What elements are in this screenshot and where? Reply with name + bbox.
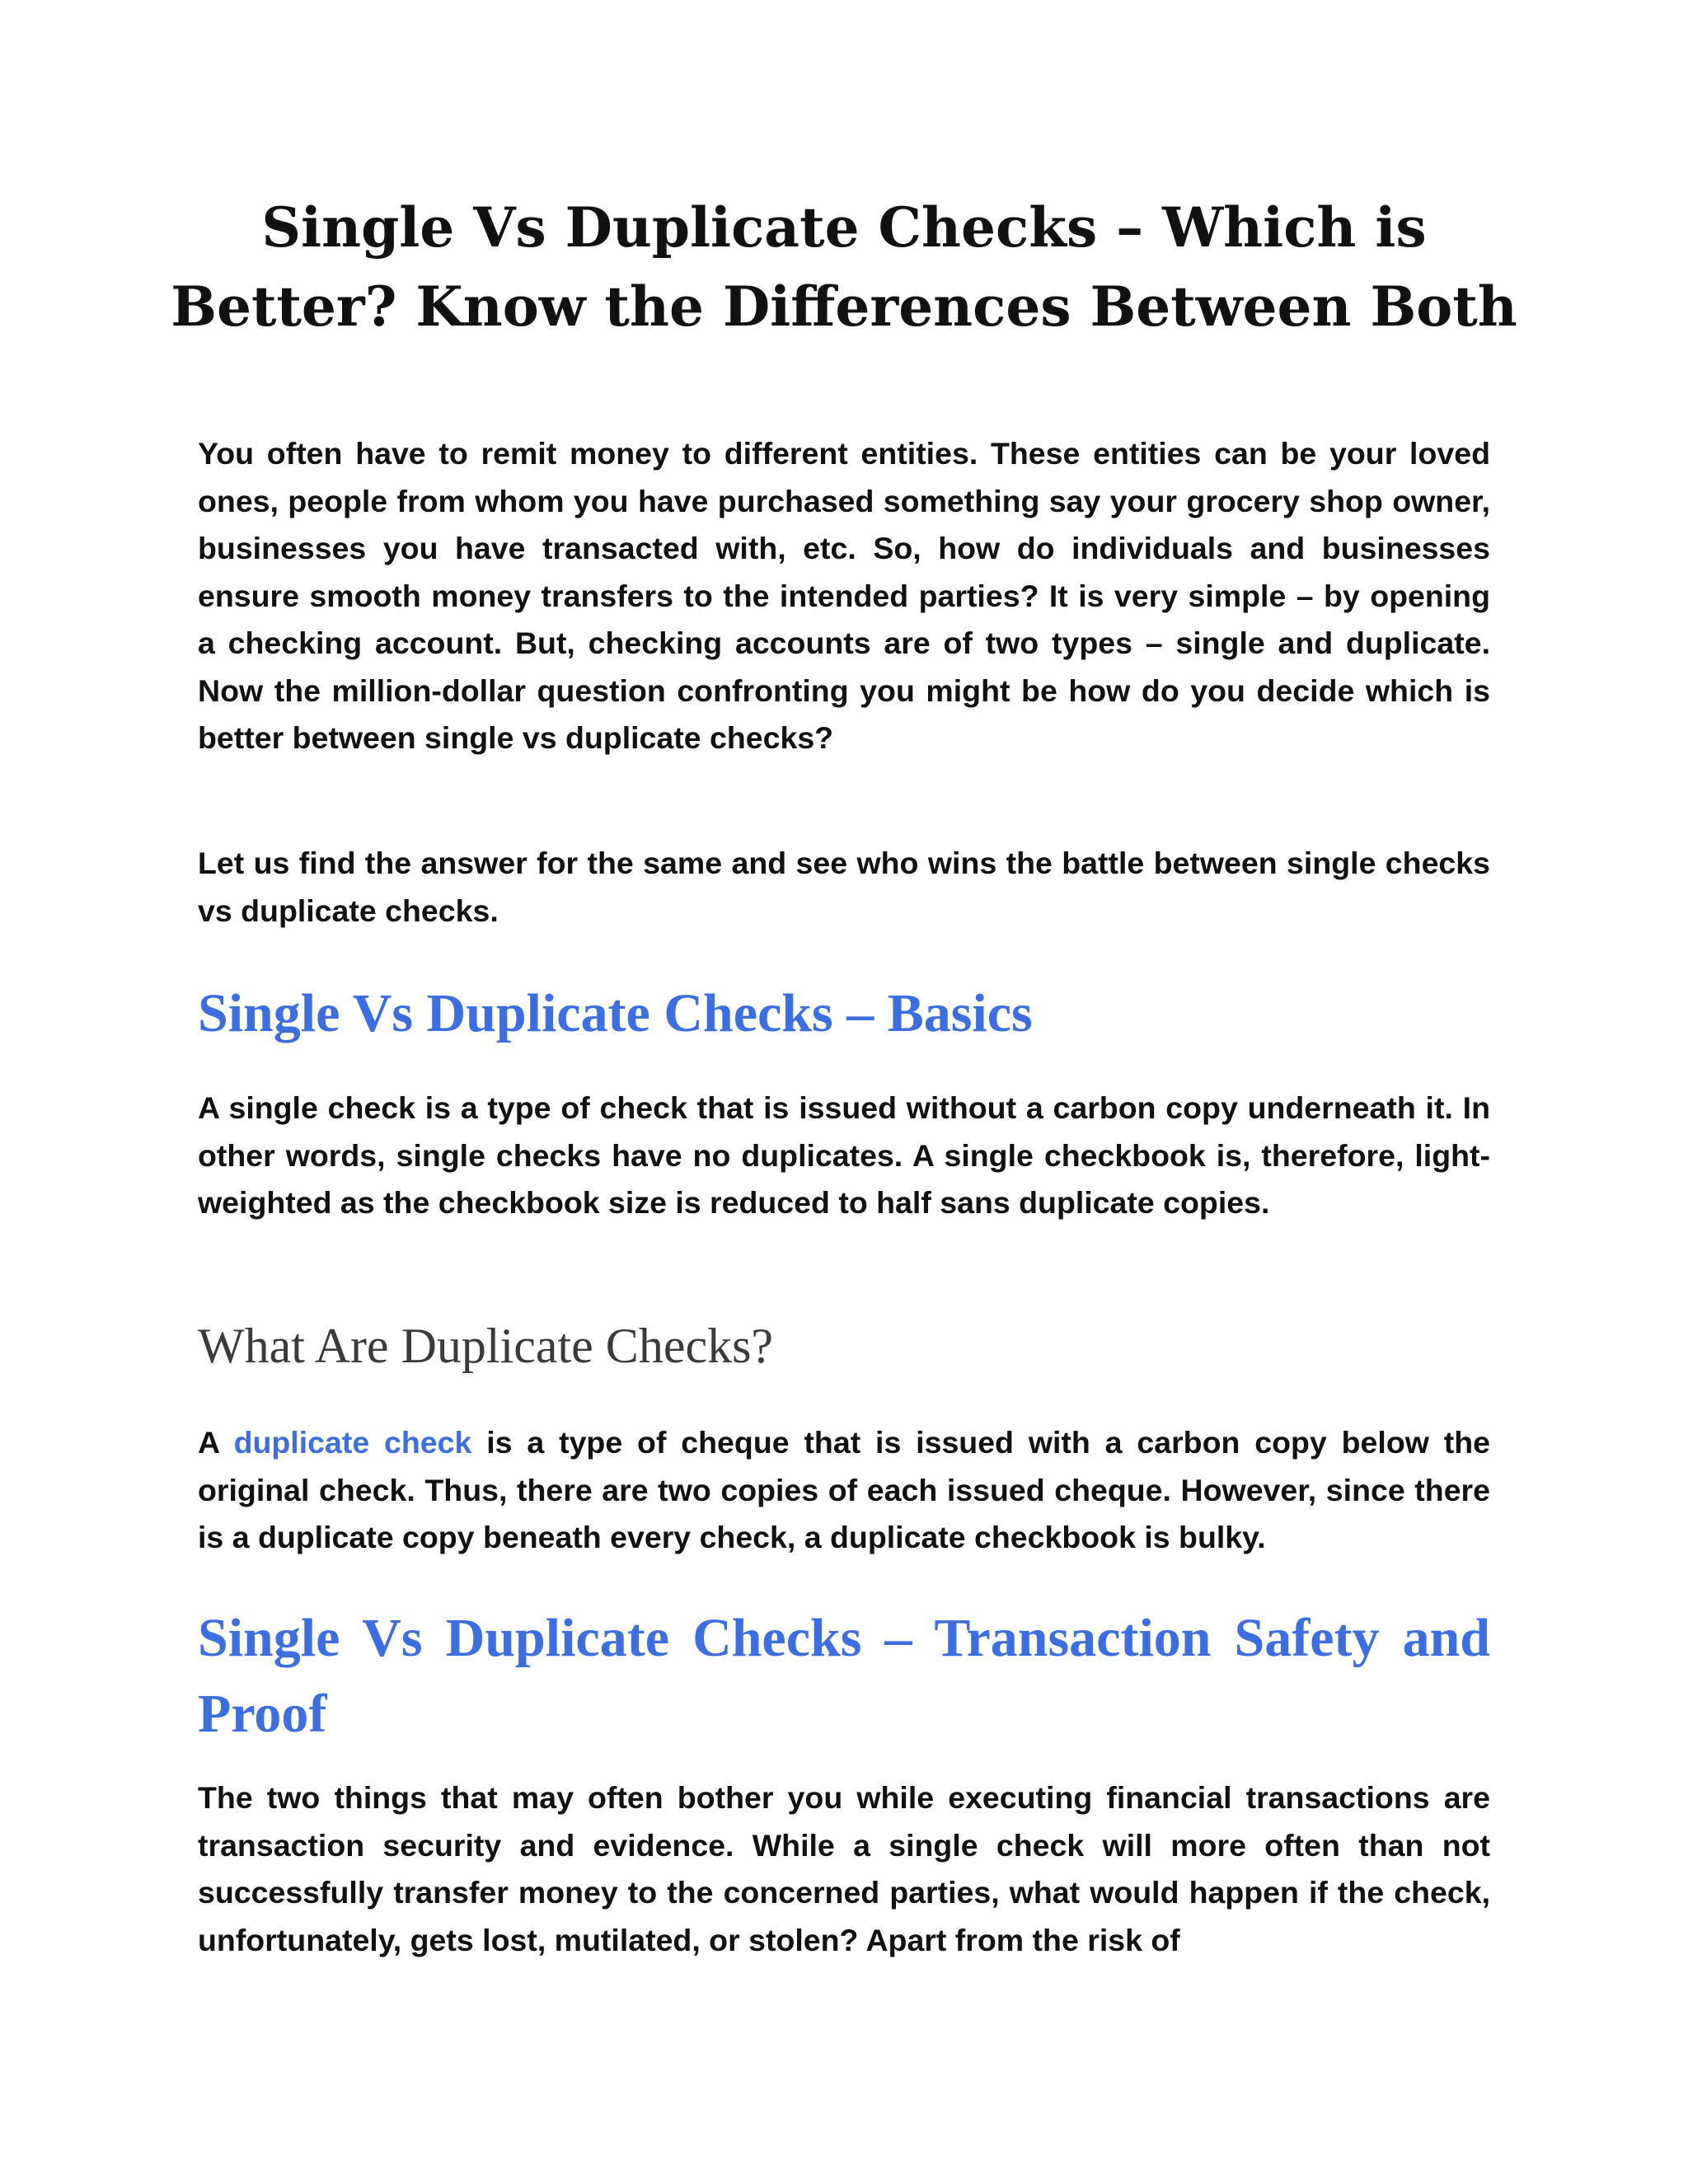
duplicate-checks-paragraph xyxy=(198,1419,1490,1562)
basics-paragraph: A single check is a type of check that is issued without a carbon copy underneath it. In other words, single checks have no duplicates. A single checkbook is, therefore, light-weighted as the checkbook size is reduced to half sans duplicate copies. xyxy=(198,1090,1490,1220)
duplicate-lead-text: A xyxy=(198,1425,234,1460)
intro-followup-paragraph: Let us find the answer for the same and see who wins the battle between single checks vs duplicate checks. xyxy=(198,846,1490,928)
duplicate-checks-heading: What Are Duplicate Checks? xyxy=(198,1319,774,1373)
intro-paragraph: You often have to remit money to different entities. These entities can be your loved ones, people from whom you have purchased something say your grocery shop owner, businesses you have transacted with, etc. So, how do individuals and businesses ensure smooth money transfers to the intended parties? It is very simple – by opening a checking account. But, checking accounts are of two types – single and duplicate. Now the million-dollar question confronting you might be how do you decide which is better between single vs duplicate checks? xyxy=(198,436,1490,755)
duplicate-check-link[interactable]: duplicate check xyxy=(233,1425,472,1460)
transaction-safety-heading: Single Vs Duplicate Checks – Transaction Safety and Proof xyxy=(198,1608,1490,1744)
duplicate-body-text: is a type of cheque that is issued with a carbon copy below the original check. Thus, there are two copies of each issued cheque. However, since there is a duplicate copy beneath every check, a duplicate checkbook is bulky. xyxy=(198,1425,1491,1554)
page-title: Single Vs Duplicate Checks – Which is Better? Know the Differences Between Both xyxy=(171,195,1517,339)
transaction-safety-paragraph: The two things that may often bother you while executing financial transactions are transaction security and evidence. While a single check will more often than not successfully transfer money to the concerned parties, what would happen if the check, unfortunately, gets lost, mutilated, or stolen? Apart from the risk of xyxy=(198,1780,1490,1957)
basics-heading: Single Vs Duplicate Checks – Basics xyxy=(198,983,1033,1043)
